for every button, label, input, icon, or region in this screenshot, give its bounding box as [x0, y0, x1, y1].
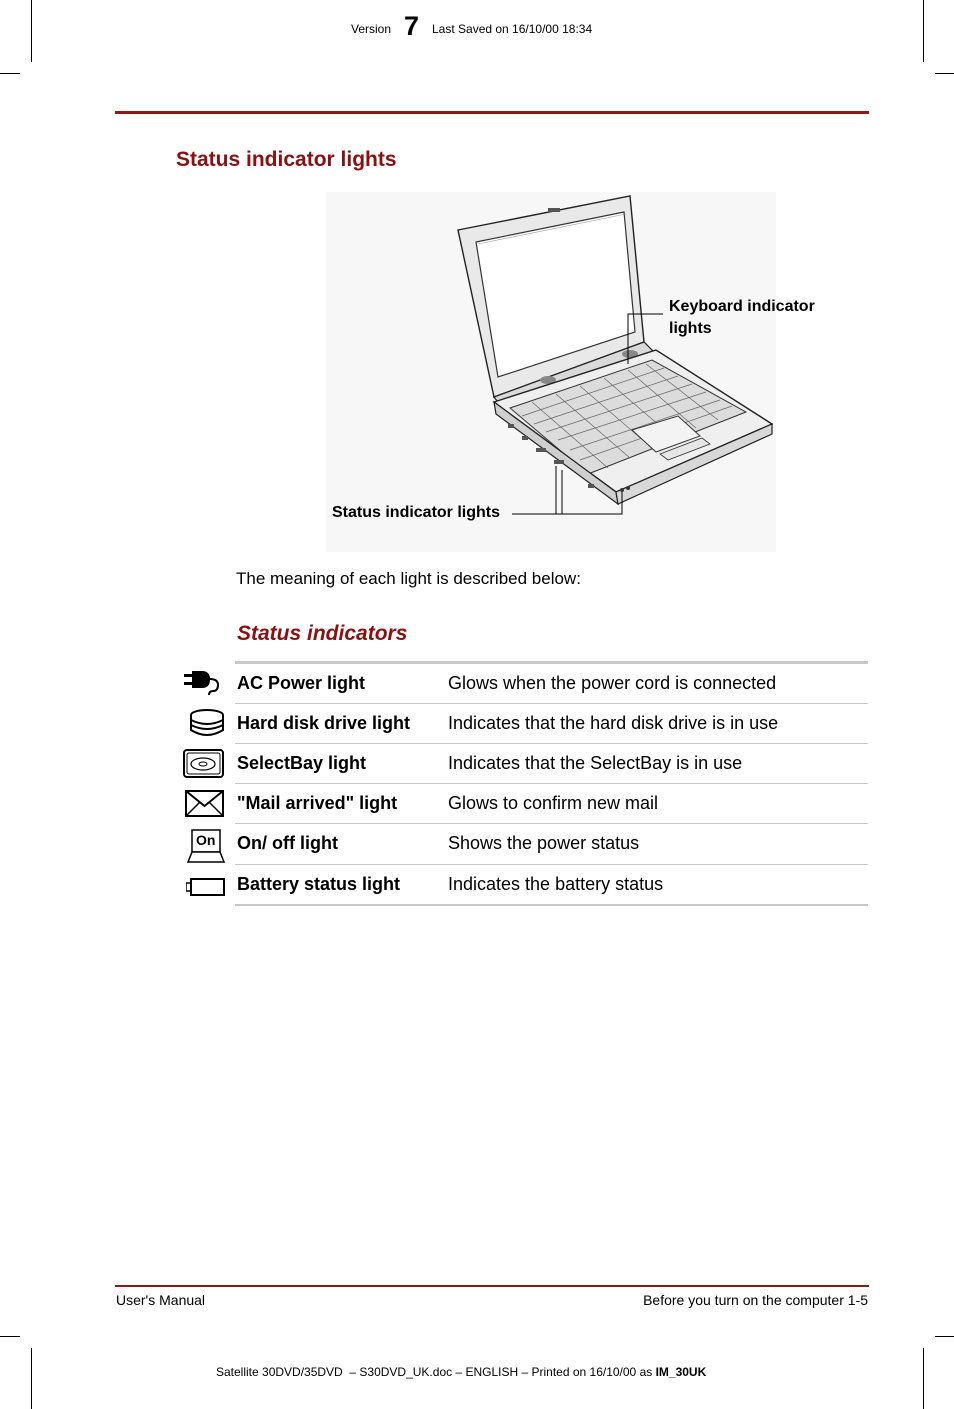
mail-envelope-icon — [185, 790, 225, 823]
crop-mark — [0, 73, 20, 74]
last-saved-text: Last Saved on 16/10/00 18:34 — [432, 22, 593, 36]
row-divider — [235, 783, 868, 784]
row-description: Indicates that the hard disk drive is in use — [448, 713, 779, 733]
crop-mark — [923, 0, 924, 62]
crop-mark — [31, 0, 32, 62]
printed-doc-id: IM_30UK — [655, 1365, 707, 1379]
row-name: Hard disk drive light — [237, 713, 411, 733]
intro-text: The meaning of each light is described below: — [236, 569, 581, 588]
on-off-icon — [187, 829, 225, 863]
footer-left-text: User's Manual — [116, 1292, 206, 1308]
crop-mark — [0, 1336, 20, 1337]
crop-mark — [31, 1348, 32, 1409]
version-label: Version — [351, 22, 392, 36]
laptop-illustration — [326, 192, 776, 552]
row-name: Battery status light — [237, 874, 401, 894]
table-top-rule — [235, 661, 868, 664]
row-divider — [235, 743, 868, 744]
row-name: On/ off light — [237, 833, 338, 853]
table-bottom-rule — [235, 904, 868, 906]
row-description: Indicates that the SelectBay is in use — [448, 753, 743, 773]
selectbay-disc-icon — [183, 749, 225, 784]
row-description: Glows when the power cord is connected — [448, 673, 777, 693]
row-description: Glows to confirm new mail — [448, 793, 659, 813]
top-rule — [115, 111, 869, 114]
keyboard-indicator-label: Keyboard indicator lights — [669, 298, 815, 337]
row-divider — [235, 703, 868, 704]
row-name: AC Power light — [237, 673, 366, 693]
crop-mark — [923, 1348, 924, 1409]
row-name: SelectBay light — [237, 753, 367, 773]
printed-info — [216, 1365, 706, 1379]
crop-mark — [935, 1336, 954, 1337]
on-icon-text: On — [196, 832, 216, 848]
status-indicator-label: Status indicator lights — [332, 504, 501, 521]
row-description: Indicates the battery status — [448, 874, 664, 894]
ac-power-plug-icon — [184, 668, 224, 701]
row-divider — [235, 823, 868, 824]
crop-mark — [935, 73, 954, 74]
table-title: Status indicators — [237, 622, 408, 645]
footer-rule — [115, 1285, 869, 1287]
printed-info-prefix: Satellite 30DVD/35DVD – S30DVD_UK.doc – ENGLISH – Printed on 16/10/00 as — [216, 1365, 656, 1379]
footer-right-text: Before you turn on the computer 1-5 — [643, 1292, 868, 1308]
row-description: Shows the power status — [448, 833, 640, 853]
laptop-drawing — [326, 192, 776, 552]
section-title: Status indicator lights — [176, 148, 397, 171]
battery-icon — [186, 877, 226, 904]
version-number: 7 — [404, 11, 420, 41]
hard-disk-icon — [189, 708, 225, 743]
row-name: "Mail arrived" light — [237, 793, 398, 813]
row-divider — [235, 864, 868, 865]
